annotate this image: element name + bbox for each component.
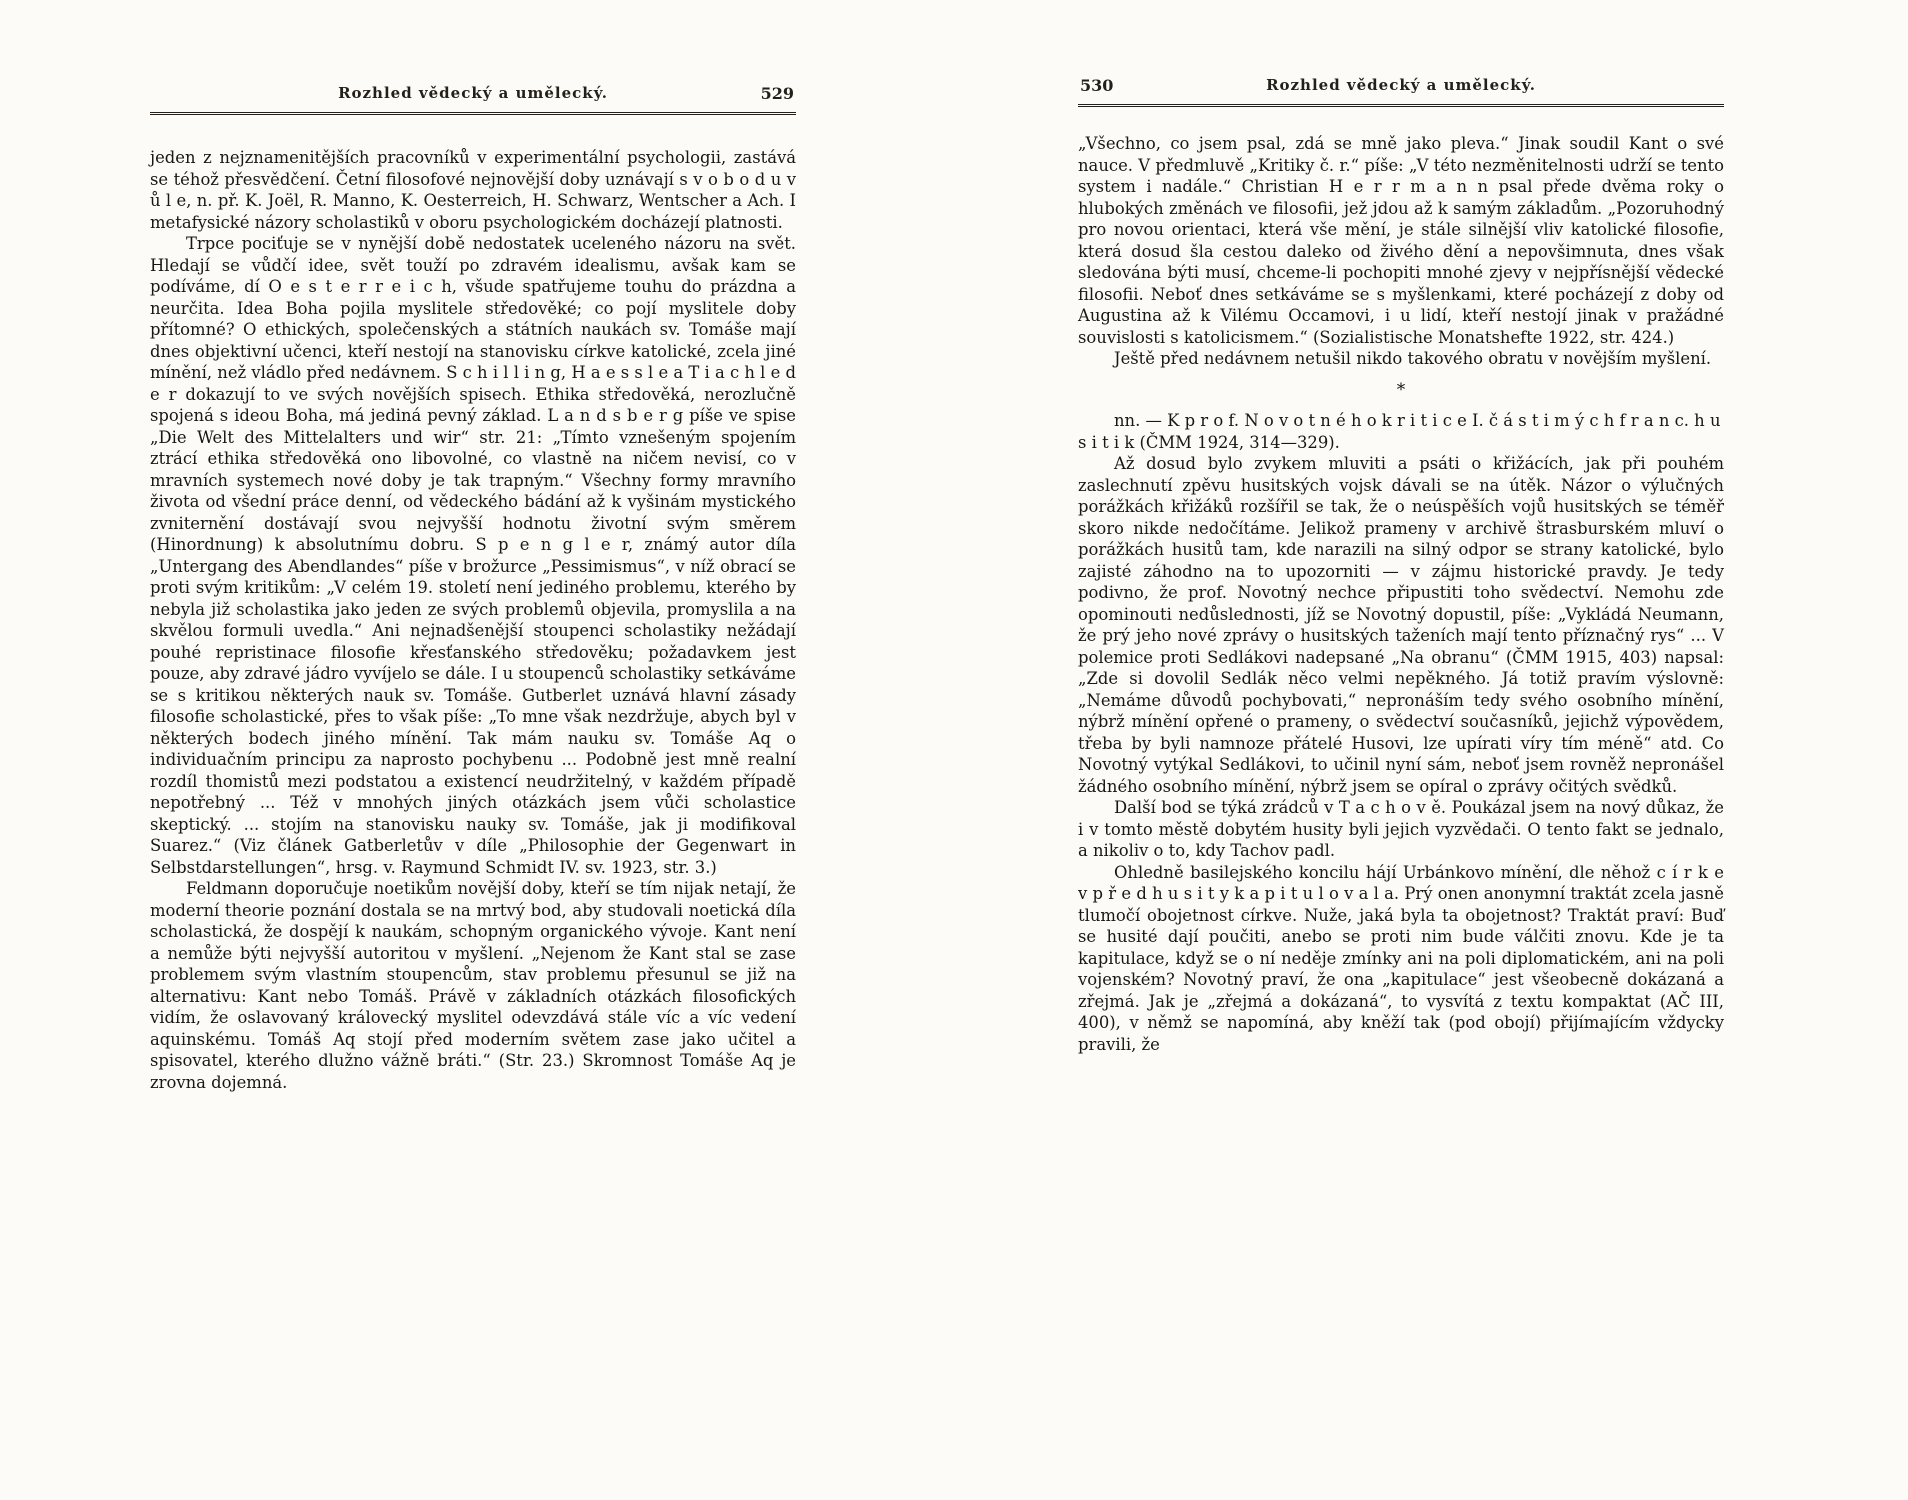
page-529 xyxy=(150,84,796,1093)
page-number: 530 xyxy=(1080,76,1114,95)
paragraph: Trpce pociťuje se v nynější době nedostatek uceleného názoru na svět. Hledají se vůdčí idee, svět touží po zdravém idealismu, avšak kam se podíváme, dí O e s t e r r e i c h, všude spatřujeme touhu do prázdna a neurčita. Idea Boha pojila myslitele středověké; co pojí myslitele doby přítomné? O ethických, společenských a státních naukách sv. Tomáše mají dnes objektivní učenci, kteří nestojí na stanovisku církve katolické, zcela jiné mínění, než vládlo před nedávnem. S c h i l l i n g, H a e s s l e a T i a c h l e d e r dokazují to ve svých novějších spisech. Ethika středověká, nerozlučně spojená s ideou Boha, má jediná pevný základ. L a n d s b e r g píše ve spise „Die Welt des Mittelalters und wir“ str. 21: „Tímto vznešeným spojením ztrácí ethika středověká ono libovolné, co vlastně na ničem nevisí, co v mravních systemech nové doby je tak trapným.“ Všechny formy mravního života od všední práce denní, od vědeckého bádání až k vyšinám mystického zvniternění dostávají svou nejvyšší hodnotu životní svým směrem (Hinordnung) k absolutnímu dobru. S p e n g l e r, známý autor díla „Untergang des Abendlandes“ píše v brožurce „Pessimismus“, v níž obrací se proti svým kritikům: „V celém 19. století není jediného problemu, kterého by nebyla již scholastika jako jeden ze svých problemů objevila, promyslila a na skvělou formuli uvedla.“ Ani nejnadšenější stoupenci scholastiky nežádají pouhé repristinace filosofie křesťanského středověku; požadavkem jest pouze, aby zdravé jádro vyvíjelo se dále. I u stoupenců scholastiky setkáváme se s kritikou některých nauk sv. Tomáše. Gutberlet uznává hlavní zásady filosofie scholastické, přes to však píše: „To mne však nezdržuje, abych byl v některých bodech jiného mínění. Tak mám nauku sv. Tomáše Aq o individuačním principu za naprosto pochybenu ... Podobně jest mně realní rozdíl thomistů mezi podstatou a existencí neudržitelný, v každém případě nepotřebný ... Též v mnohých jiných otázkách jsem vůči scholastice skeptický. ... stojím na stanovisku nauky sv. Tomáše, jak ji modifikoval Suarez.“ (Viz článek Gatberletův v díle „Philosophie der Gegenwart in Selbstdarstellungen“, hrsg. v. Raymund Schmidt IV. sv. 1923, str. 3.) xyxy=(150,234,796,877)
journal-title: Rozhled vědecký a umělecký. xyxy=(1266,76,1536,94)
paragraph: Až dosud bylo zvykem mluviti a psáti o křižácích, jak při pouhém zaslechnutí zpěvu husitských vojsk dávali se na útěk. Názor o výlučných porážkách křižáků rozšířil se tak, že o neúspěších vojů husitských se téměř skoro nikde nedočítáme. Jelikož prameny v archivě štrasburském mluví o porážkách husitů tam, kde narazili na silný odpor se strany katolické, bylo zajisté záhodno na to upozorniti — v zájmu historické pravdy. Je tedy podivno, že prof. Novotný nechce připustiti toho svědectví. Nemohu zde opominouti nedůslednosti, jíž se Novotný dopustil, píše: „Vykládá Neumann, že prý jeho nové zprávy o husitských taženích mají tento příznačný rys“ ... V polemice proti Sedlákovi nadepsané „Na obranu“ (ČMM 1915, 403) napsal: „Zde si dovolil Sedlák něco velmi nepěkného. Já totiž pravím výslovně: „Nemáme důvodů pochybovati,“ nepronáším tedy svého osobního mínění, nýbrž mínění opřené o prameny, o svědectví současníků, jejichž výpovědem, třeba by byli namnoze přátelé Husovi, lze upírati víry tím méně“ atd. Co Novotný vytýkal Sedlákovi, to učinil nyní sám, neboť jsem rovněž nepronášel žádného osobního mínění, nýbrž jsem se opíral o zprávy očitých svědků. xyxy=(1078,454,1724,796)
paragraph: Ještě před nedávnem netušil nikdo takového obratu v novějším myšlení. xyxy=(1114,349,1712,368)
page-number: 529 xyxy=(760,84,794,103)
paragraph: jeden z nejznamenitějších pracovníků v experimentální psychologii, zastává se téhož přesvědčení. Četní filosofové nejnovější doby uznávají s v o b o d u v ů l e, n. př. K. Joël, R. Manno, K. Oesterreich, H. Schwarz, Wentscher a Ach. I metafysické názory scholastiků v oboru psychologickém docházejí platnosti. xyxy=(150,148,796,232)
article-heading: nn. — K p r o f. N o v o t n é h o k r i t i c e I. č á s t i m ý c h f r a n c. h u s i t i k (ČMM 1924, 314—329). xyxy=(1078,411,1721,452)
paragraph: „Všechno, co jsem psal, zdá se mně jako pleva.“ Jinak soudil Kant o své nauce. V předmluvě „Kritiky č. r.“ píše: „V této nezměnitelnosti udrží se tento system i nadále.“ Christian H e r r m a n n psal přede dvěma roky o hlubokých změnách ve filosofii, jež jdou až k samým základům. „Pozoruhodný pro novou orientaci, která vše mění, je stále silnější vliv katolické filosofie, která dosud šla cestou daleko od živého dění a nepovšimnuta, dnes však sledována býti musí, chceme-li pochopiti mnohé zjevy v nejpřísnější vědecké filosofii. Neboť dnes setkáváme se s myšlenkami, které pocházejí z doby od Augustina až k Vilému Occamovi, i u lidí, kteří nestojí jinak v pražádné souvislosti s katolicismem.“ (Sozialistische Monatshefte 1922, str. 424.) xyxy=(1078,134,1724,347)
paragraph: Ohledně basilejského koncilu hájí Urbánkovo mínění, dle něhož c í r k e v p ř e d h u s i t y k a p i t u l o v a l a. Prý onen anonymní traktát zcela jasně tlumočí obojetnost církve. Nuže, jaká byla ta obojetnost? Traktát praví: Buď se husité dají poučiti, anebo se proti nim bude válčiti znovu. Kde je ta kapitulace, když se o ní neděje zmínky ani na poli diplomatickém, ani na poli vojenském? Novotný praví, že ona „kapitulace“ jest všeobecně dokázaná a zřejmá. Jak je „zřejmá a dokázaná“, to vysvítá z textu kompaktat (AČ III, 400), v němž se napomíná, aby kněží tak (pod obojí) přijímajícím vždycky pravili, že xyxy=(1078,862,1724,1054)
running-head-right xyxy=(1078,76,1724,107)
journal-title: Rozhled vědecký a umělecký. xyxy=(338,84,608,102)
page-body xyxy=(150,115,796,1093)
page-body xyxy=(1078,107,1724,1055)
page-530 xyxy=(1078,76,1724,1055)
running-head-left xyxy=(150,84,796,115)
paragraph: Další bod se týká zrádců v T a c h o v ě. Poukázal jsem na nový důkaz, že i v tomto městě dobytém husity byli jejich vyzvědači. O tento fakt se jednalo, a nikoliv o to, kdy Tachov padl. xyxy=(1078,798,1724,860)
paragraph: Feldmann doporučuje noetikům novější doby, kteří se tím nijak netají, že moderní theorie poznání dostala se na mrtvý bod, aby studovali noetická díla scholastická, že dospějí k naukám, schopným organického vývoje. Kant není a nemůže býti nejvyšší autoritou v myšlení. „Nejenom že Kant stal se zase problemem svým vlastním stoupencům, stav problemu přesunul se již na alternativu: Kant nebo Tomáš. Právě v základních otázkách filosofických vidím, že oslavovaný královecký myslitel odevzdává stále víc a víc vedení aquinskému. Tomáš Aq stojí před moderním světem zase jako učitel a spisovatel, kterého dlužno vážně bráti.“ (Str. 23.) Skromnost Tomáše Aq je zrovna dojemná. xyxy=(150,879,796,1092)
asterisk-separator: * xyxy=(1396,379,1406,400)
